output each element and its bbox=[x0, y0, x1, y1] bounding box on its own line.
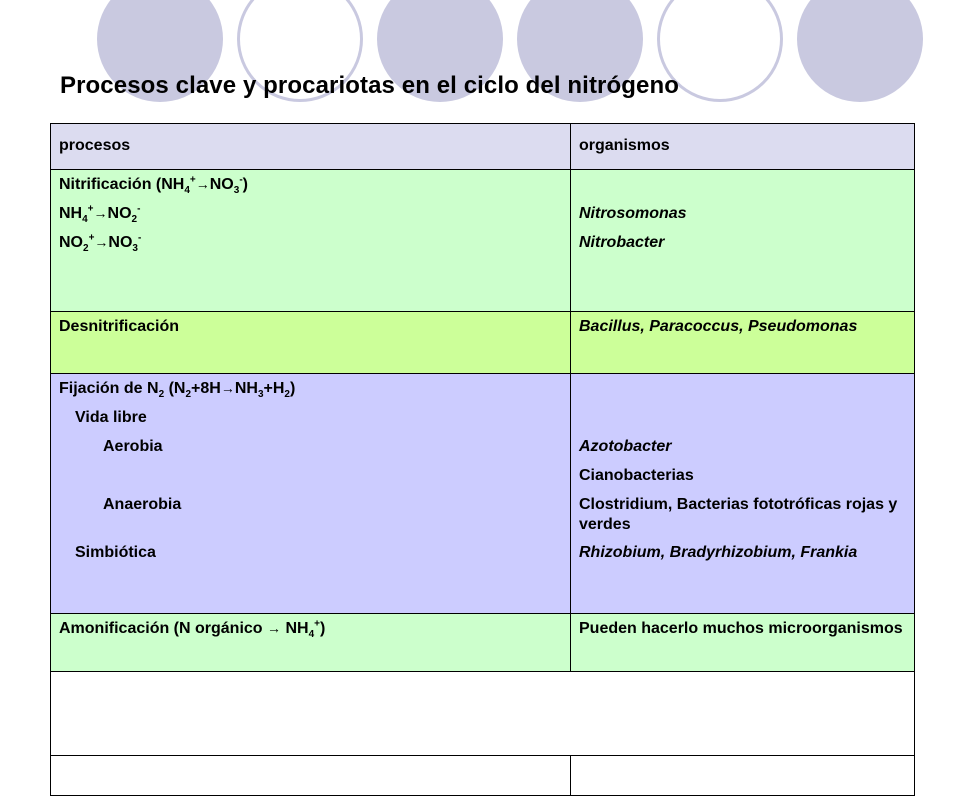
nitrification-row bbox=[51, 170, 915, 312]
ammonification-label: Amonificación (N orgánico → $NH_4^+$) bbox=[59, 618, 326, 641]
org-nitrosomonas: Nitrosomonas bbox=[579, 205, 687, 222]
org-rhizobium: Rhizobium, Bradyrhizobium, Frankia bbox=[579, 544, 858, 561]
org-azotobacter: Azotobacter bbox=[579, 438, 672, 455]
fixation-process-cell bbox=[51, 374, 571, 614]
nitrification-title: Nitrificación $(NH_4^+\to NO_3^-)$ bbox=[59, 174, 248, 197]
nitrification-step-1: $NH_4^+\to NO_2^-$ bbox=[59, 203, 141, 226]
denitrification-row bbox=[51, 312, 915, 374]
fixation-row bbox=[51, 374, 915, 614]
slide-title: Procesos clave y procariotas en el ciclo del nitrógeno bbox=[60, 72, 679, 99]
header-organisms: organismos bbox=[571, 124, 915, 170]
header-row bbox=[51, 124, 915, 170]
empty-merged-cell bbox=[51, 672, 915, 756]
nitrification-step-2: $NO_2^+\to NO_3^-$ bbox=[59, 232, 142, 255]
symbiotic-label: Simbiótica bbox=[75, 544, 156, 561]
header-processes: procesos bbox=[51, 124, 571, 170]
denitrification-process-cell: Desnitrificación bbox=[51, 312, 571, 374]
org-cianobacterias: Cianobacterias bbox=[579, 467, 694, 484]
org-clostridium: Clostridium, Bacterias fototróficas rojas y verdes bbox=[579, 496, 898, 533]
ammonification-row bbox=[51, 614, 915, 672]
empty-cell bbox=[51, 756, 571, 796]
anaerobic-label: Anaerobia bbox=[103, 496, 182, 513]
ammonification-organisms-cell: Pueden hacerlo muchos microorganismos bbox=[571, 614, 915, 672]
ammonification-process-cell bbox=[51, 614, 571, 672]
empty-row bbox=[51, 672, 915, 756]
fixation-title: Fijación de $N_2$ $(N_2+8H\to NH_3+H_2)$ bbox=[59, 380, 296, 401]
arrow-icon: → bbox=[220, 380, 235, 396]
arrow-icon: → bbox=[195, 176, 210, 192]
fixation-organisms-cell bbox=[571, 374, 915, 614]
aerobic-label: Aerobia bbox=[103, 438, 163, 455]
arrow-icon: → bbox=[94, 234, 109, 250]
org-nitrobacter: Nitrobacter bbox=[579, 234, 665, 251]
circle-6 bbox=[797, 0, 923, 102]
arrow-icon: → bbox=[267, 620, 282, 636]
nitrification-process-cell bbox=[51, 170, 571, 312]
empty-cell bbox=[571, 756, 915, 796]
denitrification-organisms-cell: Bacillus, Paracoccus, Pseudomonas bbox=[571, 312, 915, 374]
nitrification-organisms-cell bbox=[571, 170, 915, 312]
arrow-icon: → bbox=[93, 205, 108, 221]
empty-row bbox=[51, 756, 915, 796]
free-living-label: Vida libre bbox=[75, 409, 147, 426]
nitrogen-cycle-table bbox=[50, 123, 915, 796]
